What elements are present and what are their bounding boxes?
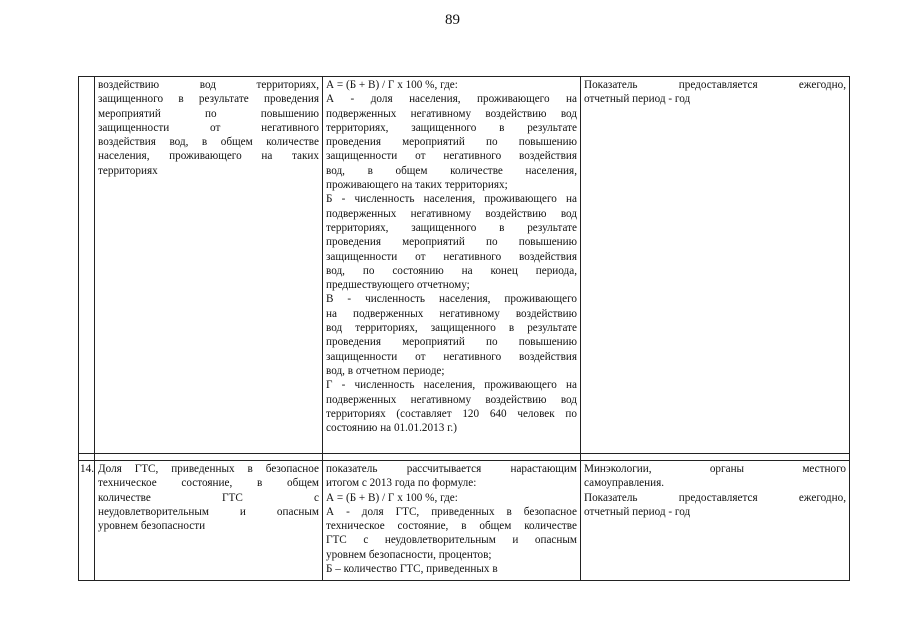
- text-line: Б - численность населения, проживающего на: [326, 193, 577, 206]
- text-line: проведения мероприятий по повышению: [326, 136, 577, 149]
- text-line: показатель рассчитывается нарастающим: [326, 463, 577, 475]
- text-line: защищенности от негативного воздействия: [326, 350, 577, 363]
- text-line: территориях, защищенного в результате: [326, 121, 577, 134]
- formula-cell: [323, 461, 581, 581]
- text-line: вод, в общем количестве населения,: [326, 164, 577, 177]
- text-line: А - доля населения, проживающего на: [326, 93, 577, 106]
- text-line: ГТС с неудовлетворительным и опасным: [326, 534, 577, 547]
- text-line: территориях (составляет 120 640 человек по: [326, 407, 577, 420]
- text-line: А = (Б + В) / Г х 100 %, где:: [326, 79, 458, 91]
- page-number: 89: [445, 12, 460, 28]
- text-line: вод, в отчетном периоде;: [326, 364, 445, 377]
- text-line: территориях, защищенного в результате: [326, 221, 577, 234]
- text-line: техническое состояние, в общем: [98, 477, 319, 490]
- text-line: отчетный период - год: [584, 505, 691, 518]
- row-number-cell: 14.: [79, 461, 95, 581]
- text-line: на подверженных негативному воздействию: [326, 307, 577, 320]
- note-cell: [581, 77, 850, 454]
- indicator-name-cell: [95, 77, 323, 454]
- indicator-table: [78, 76, 850, 581]
- row-separator: [79, 454, 850, 461]
- text-line: уровнем безопасности: [98, 520, 206, 533]
- text-line: проведения мероприятий по повышению: [326, 336, 577, 349]
- text-line: защищенного в результате проведения: [98, 93, 319, 106]
- text-line: мероприятий по повышению: [98, 107, 319, 120]
- table-row: [79, 77, 850, 454]
- text-line: техническое состояние, в общем количестве: [326, 520, 577, 533]
- text-line: предшествующего отчетному;: [326, 279, 470, 292]
- text-line: населения, проживающего на таких: [98, 150, 319, 163]
- row-number-cell: [79, 77, 95, 454]
- text-line: Доля ГТС, приведенных в безопасное: [98, 463, 319, 475]
- table-row: [79, 461, 850, 581]
- text-line: уровнем безопасности, процентов;: [326, 548, 492, 561]
- text-line: В - численность населения, проживающего: [326, 293, 577, 306]
- text-line: проживающего на таких территориях;: [326, 179, 508, 192]
- indicator-name-cell: [95, 461, 323, 581]
- text-line: итогом с 2013 года по формуле:: [326, 477, 477, 490]
- text-line: А = (Б + В) / Г х 100 %, где:: [326, 491, 458, 504]
- text-line: подверженных негативному воздействию вод: [326, 393, 577, 406]
- text-line: воздействию вод территориях,: [98, 79, 319, 91]
- text-line: количестве ГТС с: [98, 491, 319, 504]
- text-line: отчетный период - год: [584, 93, 691, 106]
- text-line: вод территориях, защищенного в результате: [326, 322, 577, 335]
- note-cell: [581, 461, 850, 581]
- text-line: состоянию на 01.01.2013 г.): [326, 422, 457, 435]
- text-line: Минэкологии, органы местного: [584, 463, 846, 475]
- text-line: подверженных негативному воздействию вод: [326, 107, 577, 120]
- text-line: неудовлетворительным и опасным: [98, 505, 319, 518]
- text-line: Г - численность населения, проживающего на: [326, 379, 577, 392]
- text-line: Показатель предоставляется ежегодно,: [584, 79, 846, 91]
- text-line: самоуправления.: [584, 477, 665, 490]
- text-line: Показатель предоставляется ежегодно,: [584, 491, 846, 504]
- text-line: территориях: [98, 164, 158, 177]
- text-line: защищенности от негативного воздействия: [326, 250, 577, 263]
- text-line: проведения мероприятий по повышению: [326, 236, 577, 249]
- formula-cell: [323, 77, 581, 454]
- text-line: Б – количество ГТС, приведенных в: [326, 563, 498, 576]
- text-line: защищенности от негативного: [98, 121, 319, 134]
- text-line: подверженных негативному воздействию вод: [326, 207, 577, 220]
- text-line: А - доля ГТС, приведенных в безопасное: [326, 505, 577, 518]
- text-line: воздействия вод, в общем количестве: [98, 136, 319, 149]
- text-line: вод, по состоянию на конец периода,: [326, 264, 577, 277]
- text-line: защищенности от негативного воздействия: [326, 150, 577, 163]
